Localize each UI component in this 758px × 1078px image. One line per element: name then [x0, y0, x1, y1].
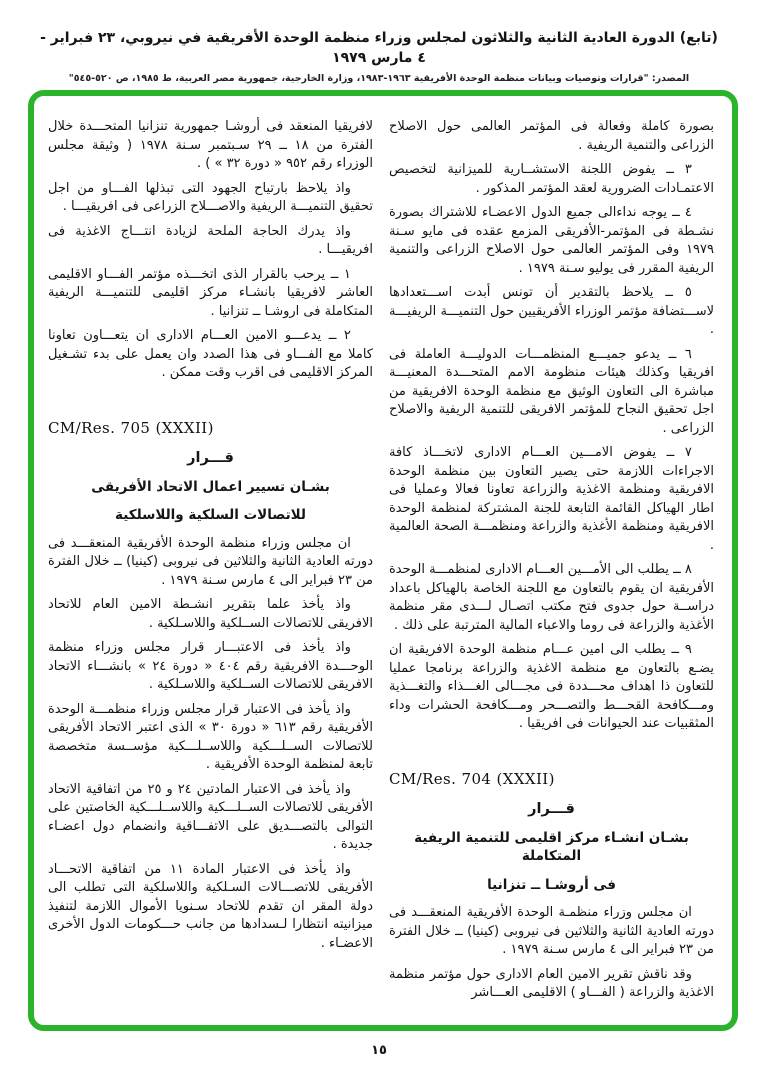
session-title: (تابع) الدورة العادية الثانية والثلاثون لمجلس وزراء منظمة الوحدة الأفريقية في نيروبي، ٢٣ فبراير - ٤ مارس ١٩٧٩	[40, 30, 718, 66]
paragraph: ان مجلس وزراء منظمة الوحدة الأفريقية المنعقـــد فى دورته العادية الثانية والثلاثين فى نيروبى (كينيا) ــ خلال الفترة من ٢٣ فبراير الى ٤ مارس سـنة ١٩٧٩ .	[48, 535, 373, 588]
paragraph: ٥ ــ يلاحظ بالتقدير أن تونس أبدت اســـتعدادها لاســـتضافة مؤتمر الوزراء الأفريقيين حول التنميـــة الريفيـــة .	[389, 285, 714, 337]
paragraph: ٤ ــ يوجه نداءالى جميع الدول الاعضـاء للاشتراك بصورة نشـطة فى المؤتمر-الأفريقى المزمع عقده فى مايو سـنة ١٩٧٩ وفى المؤتمر العالمى حول الاصلاح الزراعى والتنمية الريفية المقرر فى يوليو سـنة ١٩٧٩ .	[389, 205, 714, 276]
paragraph: لافريقيا المنعقد فى أروشـا جمهورية تنزانيا المتحـــدة خلال الفترة من ١٨ ــ ٢٩ سـبتمبر سـنة ١٩٧٨ ( وثيقة مجلس الوزراء رقم ٩٥٢ « دورة ٣٢ » ) .	[48, 119, 373, 171]
paragraph: بصورة كاملة وفعالة فى المؤتمر العالمى حول الاصلاح الزراعى والتنمية الريفية .	[389, 119, 714, 153]
resolution-heading: قـــرار	[528, 801, 575, 817]
resolution-heading: قـــرار	[187, 450, 234, 466]
two-column-text-area	[34, 96, 732, 1009]
resolution-code: CM/Res. 704 (XXXII)	[389, 769, 555, 788]
paragraph: ان مجلس وزراء منظمـة الوحدة الأفريقية المنعقـــد فى دورته العادية الثانية والثلاثين فى نيروبى (كينيا) ــ خلال الفترة من ٢٣ فبراير الى ٤ مارس سـنة ١٩٧٩ .	[389, 905, 714, 957]
resolution-heading: للاتصالات السلكية واللاسلكية	[115, 507, 306, 523]
source-citation: المصدر: "قرارات وتوصيات وبيانات منظمة الوحدة الأفريقية ١٩٦٣-١٩٨٣، وزارة الخارجية، جمهورية مصر العربية، ط ١٩٨٥، ص ٥٢٠-٥٤٥"	[68, 73, 690, 84]
paragraph: ١ ــ يرحب بالقرار الذى اتخـــذه مؤتمر الفـــاو الاقليمى العاشر لافريقيا بانشـاء مركز اقليمى للتنميـــة الريفية المتكاملة فى اروشـا ــ تنزانيا .	[48, 266, 373, 319]
green-border-frame	[28, 90, 738, 1031]
paragraph: واذ يأخذ فى الاعتبار المادتين ٢٤ و ٢٥ من اتفاقية الاتحاد الأفريقى للاتصالات الســلـــكية واللاســلـــكية الخاصتين على التوالى بالتصـــديق على الاتفـــاقية وانضمام دول اعضـاء جديدة .	[48, 781, 373, 852]
resolution-code: CM/Res. 705 (XXXII)	[48, 418, 214, 437]
paragraph: واذ يأخذ فى الاعتبـــار قرار مجلس وزراء منظمة الوحـــدة الافريقية رقم ٤٠٤ « دورة ٢٤ » بانشـــاء الاتحاد الافريقى للاتصالات الســلكية واللاسـلكية .	[48, 640, 373, 692]
page-number: ١٥	[371, 1043, 387, 1058]
paragraph: ٩ ــ يطلب الى امين عـــام منظمة الوحدة الافريقية ان يضـع بالتعاون مع منظمة الاغذية والزراعة برنامجا عمليا للتعاون ذا اهداف محـــددة فى مجـــالى الغـــذاء والتغـــذية ومـــكافحة القحـــط والتصـــحر ومـــكافحة الحشرات وداء المثقبيات عند الحيوانات فى افريقيا .	[389, 642, 714, 731]
paragraph: واذ يدرك الحاجة الملحة لزيادة انتـــاج الاغذية فى افريقيـــا .	[48, 223, 373, 257]
paragraph: ٢ ــ يدعـــو الامين العـــام الادارى ان يتعـــاون تعاونا كاملا مع الفـــاو فى هذا الصدد وان يعمل على بدء تشـغيل المركز الاقليمى فى اقرب وقت ممكن .	[48, 328, 373, 380]
resolution-heading: بشـان انشـاء مركز اقليمى للتنمية الريفية المتكاملة	[414, 829, 689, 864]
document-header	[0, 28, 758, 84]
paragraph: ٣ ــ يفوض اللجنة الاستشــارية للميزانية لتخصيص الاعتمـادات الضرورية لعقد المؤتمر المذكور .	[389, 162, 714, 196]
column-right	[389, 112, 714, 1009]
column-left	[48, 112, 373, 1009]
paragraph: ٨ ــ يطلب الى الأمـــين العـــام الادارى لمنظمـــة الوحدة الأفريقية ان يقوم بالتعاون مع اللجنة الخاصة بالهياكل باعداد دراســة حول جدوى فتح مكتب اتصـال لـــدى مقر منظمة الأغذية والزراعة فى روما والاعباء المالية المترتبة على ذلك .	[389, 562, 714, 633]
paragraph: وقد ناقش تقرير الامين العام الادارى حول مؤتمر منظمة الاغذية والزراعة ( الفـــاو ) الاقليمى العـــاشر	[389, 966, 714, 1000]
paragraph: واذ يأخذ فى الاعتبار قرار مجلس وزراء منظمـــة الوحدة الأفريقية رقم ٦١٣ « دورة ٣٠ » الذى اعتبر الاتحاد الأفريقى للاتصالات الســلـــكية واللاســلـــكية مؤســسة متخصصة تابعة لمنظمة الوحدة الأفريقية .	[48, 701, 373, 772]
paragraph: ٧ ــ يفوض الامـــين العـــام الادارى لاتخـــاذ كافة الاجراءات اللازمة حتى يصير التعاون بين منظمة الوحدة الافريقية ومنظمة الاغذية والزراعة تعاونا فعالا وعمليا فى اطار الهياكل القائمة التابعة للجنة المشتركة لمنظمة الوحدة الافريقية ومنظمة الأغذية والزراعة ومنظمـــة الصحة العالمية .	[389, 445, 714, 553]
resolution-heading: بشـان تسيير اعمال الاتحاد الأفريقى	[91, 478, 330, 495]
resolution-heading: فى أروشـا ــ تنزانيا	[487, 876, 616, 893]
paragraph: واذ يأخذ علما بتقرير انشـطة الامين العام للاتحاد الافريقى للاتصالات الســلكية واللاسـلكية .	[48, 597, 373, 631]
paragraph: واذ يأخذ فى الاعتبار المادة ١١ من اتفاقية الاتحـــاد الأفريقى للاتصـــالات السـلكية واللاسلكية التى تطلب الى دولة المقر ان تقدم للاتحاد سـنويا الأموال اللازمة لتنفيذ ميزانيته انتظارا لـسدادها من جانب حـــكومات الدول الأخرى الاعضـاء .	[48, 861, 373, 951]
paragraph: ٦ ــ يدعو جميـــع المنظمـــات الدوليـــة العاملة فى افريقيا وكذلك هيئات منظومة الامم المتحـــدة المعنيـــة مباشرة الى التعاون الوثيق مع منظمة الوحدة الافريقية من اجل تحقيق النجاح للمؤتمر الافريقى للتنمية الريفية والاصلاح الزراعى .	[389, 346, 714, 436]
paragraph: واذ يلاحظ بارتياح الجهود التى تبذلها الفـــاو من اجل تحقيق التنميـــة الريفية والاصـــلاح الزراعى فى افريقيـــا .	[48, 180, 373, 214]
